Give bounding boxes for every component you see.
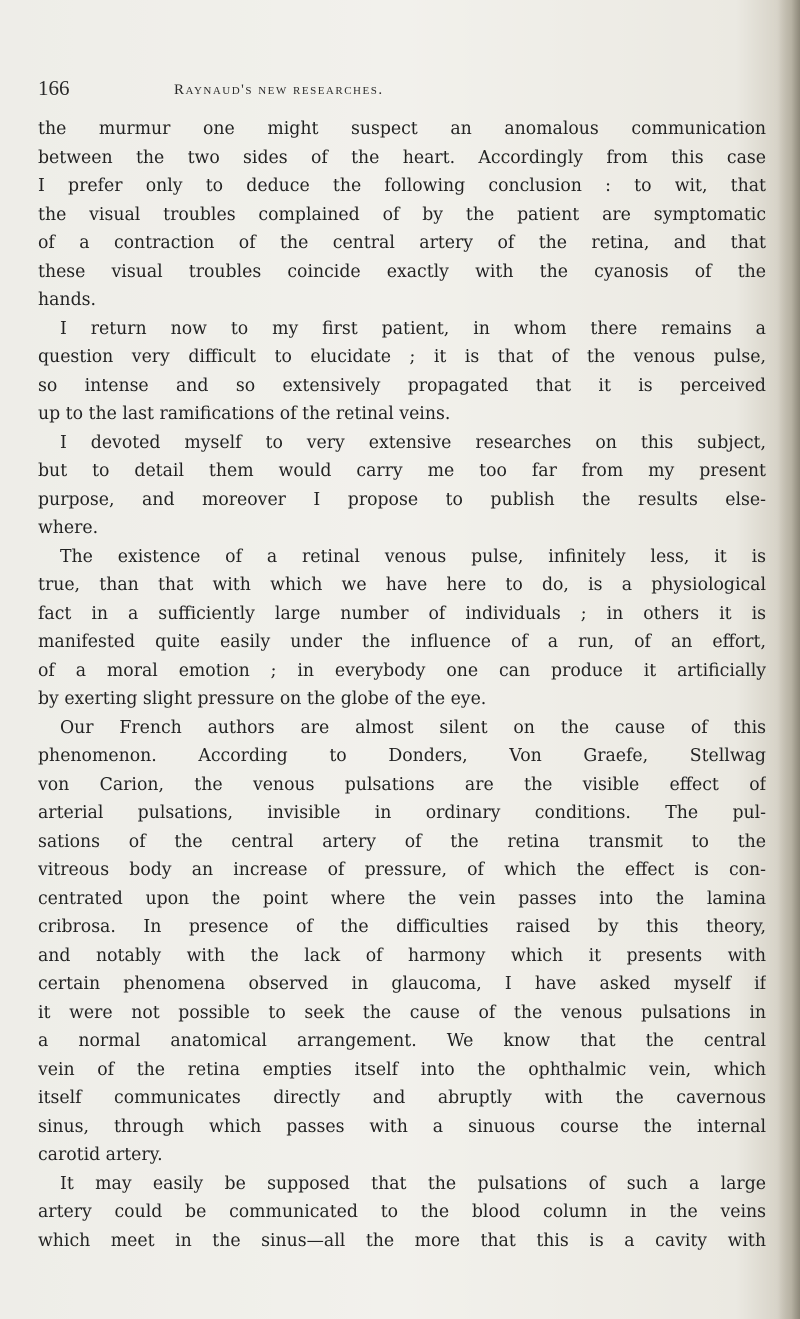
text-line: The existence of a retinal venous pulse, infinitely less, it is — [60, 546, 766, 567]
text-line: It may easily be supposed that the pulsations of such a large — [60, 1173, 766, 1194]
text-line: where. — [38, 518, 99, 538]
text-line: question very difficult to elucidate ; it is that of the venous pulse, — [38, 347, 766, 367]
text-line: hands. — [38, 290, 96, 310]
text-line: which meet in the sinus—all the more that this is a cavity with — [38, 1230, 766, 1251]
text-line: between the two sides of the heart. Accordingly from this case — [38, 147, 766, 168]
body-text — [38, 115, 766, 1255]
running-title: Raynaud's new researches. — [174, 82, 384, 98]
text-line: purpose, and moreover I propose to publish the results else- — [38, 489, 766, 510]
text-line: these visual troubles coincide exactly with the cyanosis of the — [38, 261, 766, 282]
text-line: itself communicates directly and abruptly with the cavernous — [38, 1088, 766, 1108]
text-line: sations of the central artery of the retina transmit to the — [38, 831, 766, 852]
text-line: I return now to my first patient, in whom there remains a — [60, 318, 766, 339]
text-line: artery could be communicated to the blood column in the veins — [38, 1202, 766, 1222]
text-line: I prefer only to deduce the following conclusion : to wit, that — [38, 176, 766, 196]
text-line: von Carion, the venous pulsations are the visible effect of — [38, 774, 766, 795]
text-line: phenomenon. According to Donders, Von Graefe, Stellwag — [38, 746, 766, 766]
text-line: vitreous body an increase of pressure, of which the effect is con- — [38, 860, 766, 880]
text-line: vein of the retina empties itself into the ophthalmic vein, which — [38, 1059, 766, 1080]
text-line: carotid artery. — [38, 1145, 163, 1165]
text-line: and notably with the lack of harmony which it presents with — [38, 945, 766, 966]
text-line: the murmur one might suspect an anomalous communication — [38, 119, 766, 139]
text-line: of a contraction of the central artery of the retina, and that — [38, 233, 766, 253]
text-line: I devoted myself to very extensive researches on this subject, — [60, 432, 766, 453]
page-number: 166 — [38, 76, 70, 100]
text-line: it were not possible to seek the cause of the venous pulsations in — [38, 1002, 766, 1023]
text-line: Our French authors are almost silent on the cause of this — [60, 717, 766, 738]
text-line: certain phenomena observed in glaucoma, I have asked myself if — [38, 974, 766, 994]
text-line: fact in a sufficiently large number of individuals ; in others it is — [38, 603, 766, 624]
page-edge-shadow — [778, 0, 800, 1319]
text-line: up to the last ramifications of the retinal veins. — [38, 404, 451, 424]
text-line: centrated upon the point where the vein passes into the lamina — [38, 888, 766, 909]
text-line: manifested quite easily under the influence of a run, of an effort, — [38, 632, 766, 652]
text-line: arterial pulsations, invisible in ordinary conditions. The pul- — [38, 803, 766, 823]
text-line: so intense and so extensively propagated that it is perceived — [38, 375, 766, 396]
text-line: but to detail them would carry me too far from my present — [38, 461, 766, 481]
text-line: sinus, through which passes with a sinuous course the internal — [38, 1116, 766, 1137]
text-line: cribrosa. In presence of the difficulties raised by this theory, — [38, 917, 766, 937]
text-line: the visual troubles complained of by the patient are symptomatic — [38, 204, 766, 225]
text-line: by exerting slight pressure on the globe of the eye. — [38, 689, 487, 709]
text-line: of a moral emotion ; in everybody one can produce it artificially — [38, 660, 766, 681]
text-line: a normal anatomical arrangement. We know that the central — [38, 1031, 766, 1051]
text-line: true, than that with which we have here to do, is a physiological — [38, 575, 766, 595]
